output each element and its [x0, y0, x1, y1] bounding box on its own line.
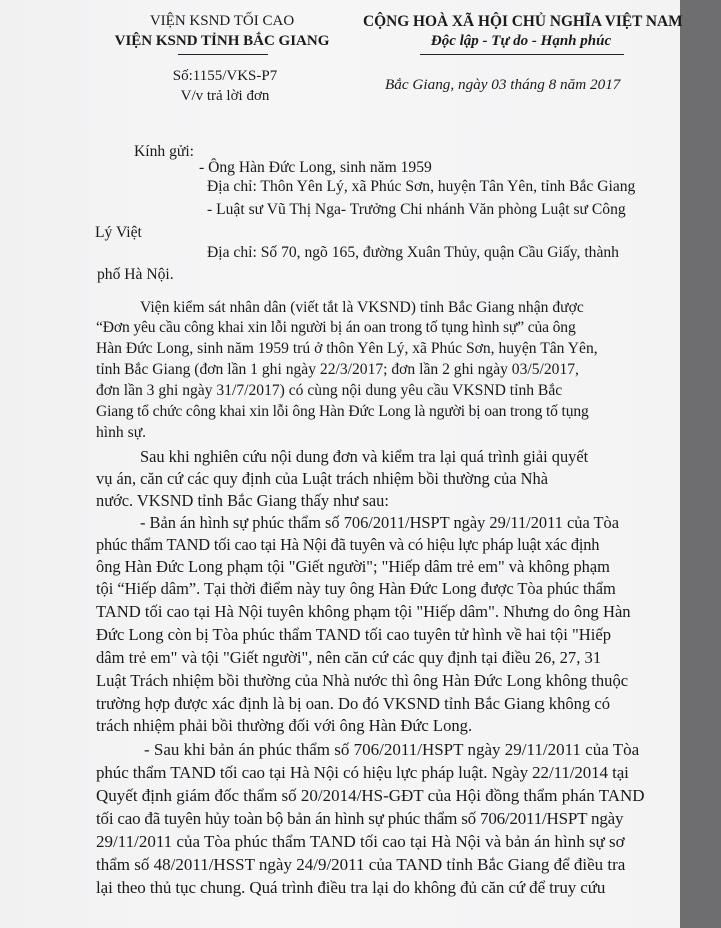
paragraph-line: Viện kiểm sát nhân dân (viết tắt là VKSND) tỉnh Bắc Giang nhận được — [140, 299, 584, 316]
paragraph-line: TAND tối cao tại Hà Nội tuyên không phạm tội "Hiếp dâm". Nhưng do ông Hàn — [96, 602, 631, 621]
paragraph-line: vụ án, căn cứ các quy định của Luật trách nhiệm bồi thường của Nhà — [96, 469, 548, 488]
recipient-1-name: - Ông Hàn Đức Long, sinh năm 1959 — [199, 159, 432, 176]
agency-underline — [178, 54, 268, 55]
document-number: Số:1155/VKS-P7 — [172, 68, 278, 84]
paragraph-line: trách nhiệm phải bồi thường đối với ông Hàn Đức Long. — [96, 716, 473, 735]
paragraph-line: Giang tổ chức công khai xin lỗi ông Hàn Đức Long là người bị oan trong tố tụng — [96, 403, 589, 420]
recipient-2-address: Địa chỉ: Số 70, ngõ 165, đường Xuân Thủy, quận Cầu Giấy, thành — [207, 244, 619, 261]
nation-underline — [420, 54, 624, 55]
recipient-2-name: - Luật sư Vũ Thị Nga- Trưởng Chi nhánh Văn phòng Luật sư Công — [207, 201, 626, 218]
agency-line-2: VIỆN KSND TỈNH BẮC GIANG — [114, 33, 330, 49]
paragraph-line: tội “Hiếp dâm”. Tại thời điểm này tuy ông Hàn Đức Long được Tòa phúc thẩm — [96, 579, 616, 598]
recipient-1-address: Địa chỉ: Thôn Yên Lý, xã Phúc Sơn, huyện Tân Yên, tỉnh Bắc Giang — [207, 178, 636, 195]
nation-line-2: Độc lập - Tự do - Hạnh phúc — [430, 33, 612, 49]
paragraph-line: Đức Long còn bị Tòa phúc thẩm TAND tối cao tuyên tử hình về hai tội "Hiếp — [96, 625, 611, 644]
paragraph-line: phúc thẩm TAND tối cao tại Hà Nội có hiệu lực pháp luật. Ngày 22/11/2014 tại — [96, 763, 629, 782]
salutation: Kính gửi: — [134, 143, 194, 160]
document-subject: V/v trả lời đơn — [180, 88, 270, 104]
paragraph-line: - Bản án hình sự phúc thẩm số 706/2011/HSPT ngày 29/11/2011 của Tòa — [140, 513, 620, 532]
paragraph-line: ông Hàn Đức Long phạm tội "Giết người"; "Hiếp dâm trẻ em" và không phạm — [96, 557, 610, 576]
paragraph-line: hình sự. — [96, 424, 147, 441]
paragraph-line: tối cao đã tuyên hủy toàn bộ bản án hình sự phúc thẩm số 706/2011/HSPT ngày — [96, 809, 624, 828]
paragraph-line: dâm trẻ em" và tội "Giết người", nên căn cứ các quy định tại điều 26, 27, 31 — [96, 648, 602, 667]
paragraph-line: nước. VKSND tỉnh Bắc Giang thấy như sau: — [96, 491, 389, 510]
paragraph-line: phúc thẩm TAND tối cao tại Hà Nội đã tuyên và có hiệu lực pháp luật xác định — [96, 535, 600, 554]
paragraph-line: 29/11/2011 của Tòa phúc thẩm TAND tối cao tại Hà Nội và bản án hình sự sơ — [96, 832, 625, 851]
paragraph-line: Quyết định giám đốc thẩm số 20/2014/HS-GĐT của Hội đồng thẩm phán TAND — [96, 786, 645, 805]
place-and-date: Bắc Giang, ngày 03 tháng 8 năm 2017 — [385, 76, 621, 93]
paragraph-line: - Sau khi bản án phúc thẩm số 706/2011/HSPT ngày 29/11/2011 của Tòa — [144, 740, 640, 759]
recipient-2-name-cont: Lý Việt — [95, 224, 142, 241]
paragraph-line: đơn lần 3 ghi ngày 31/7/2017) có cùng nội dung yêu cầu VKSND tỉnh Bắc — [96, 382, 563, 399]
agency-line-1: VIỆN KSND TỐI CAO — [149, 13, 295, 29]
paragraph-line: thẩm số 48/2011/HSST ngày 24/9/2011 của TAND tỉnh Bắc Giang để điều tra — [96, 855, 626, 874]
paragraph-line: Luật Trách nhiệm bồi thường của Nhà nước thì ông Hàn Đức Long không thuộc — [96, 671, 629, 690]
paragraph-line: trường hợp được xác định là bị oan. Do đó VKSND tỉnh Bắc Giang không có — [96, 694, 611, 713]
paragraph-line: Sau khi nghiên cứu nội dung đơn và kiểm tra lại quá trình giải quyết — [140, 447, 589, 466]
paragraph-line: tỉnh Bắc Giang (đơn lần 1 ghi ngày 22/3/2017; đơn lần 2 ghi ngày 03/5/2017, — [96, 361, 579, 378]
paragraph-line: “Đơn yêu cầu công khai xin lỗi người bị án oan trong tố tụng hình sự” của ông — [96, 319, 576, 336]
paragraph-line: Hàn Đức Long, sinh năm 1959 trú ở thôn Yên Lý, xã Phúc Sơn, huyện Tân Yên, — [96, 340, 598, 357]
nation-line-1: CỘNG HOÀ XÃ HỘI CHỦ NGHĨA VIỆT NAM — [363, 13, 683, 30]
paragraph-line: lại theo thủ tục chung. Quá trình điều tra lại do không đủ căn cứ để truy cứu — [96, 878, 606, 897]
recipient-2-address-cont: phố Hà Nội. — [97, 266, 174, 283]
